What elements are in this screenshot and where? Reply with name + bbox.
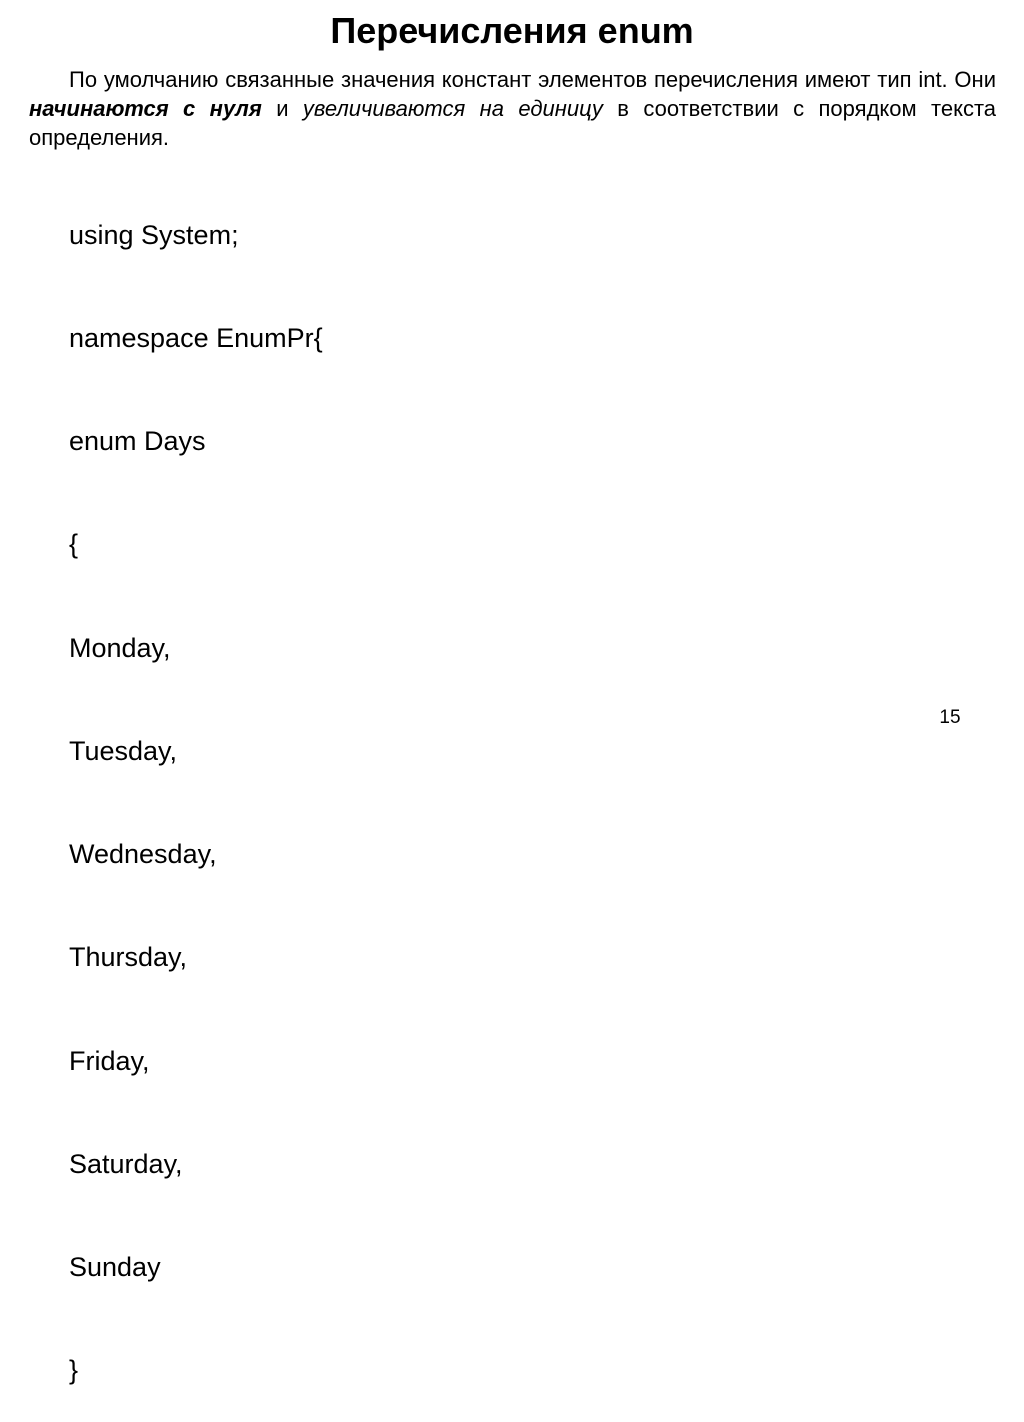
page-number: 15 xyxy=(939,707,961,728)
code-line: Saturday, xyxy=(69,1148,183,1179)
code-line: Sunday xyxy=(69,1252,161,1282)
code-line: Tuesday, xyxy=(69,735,178,766)
code-line: Wednesday, xyxy=(69,839,217,870)
code-line: Friday, xyxy=(69,1045,150,1076)
code-line: } xyxy=(69,1355,79,1386)
intro-text-part2: и xyxy=(261,96,303,121)
code-line: Thursday, xyxy=(69,942,188,973)
intro-text-part1: По умолчанию связанные значения констант элементов перечисления имеют тип int. Они xyxy=(69,67,996,92)
code-line: using System; xyxy=(69,219,239,250)
intro-emphasis-increment: увеличиваются на единицу xyxy=(302,96,603,121)
intro-paragraph xyxy=(29,65,996,152)
intro-emphasis-start-zero: начинаются с нуля xyxy=(29,96,262,121)
code-listing xyxy=(69,149,323,1422)
code-line: namespace EnumPr{ xyxy=(69,323,323,354)
code-line: { xyxy=(69,529,79,560)
code-line: enum Days xyxy=(69,426,206,457)
slide-title: Перечисления enum xyxy=(330,10,694,51)
code-line: Monday, xyxy=(69,632,171,663)
intro-text-part3: в соответствии с порядком текста определения. xyxy=(29,96,997,150)
